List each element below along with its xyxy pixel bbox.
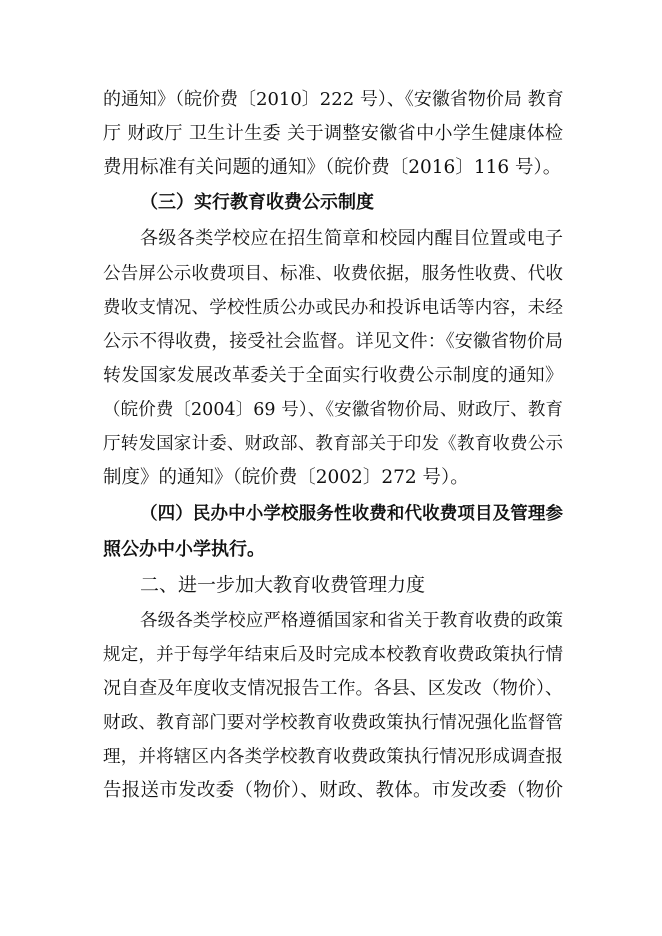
body-text-line: 费用标准有关问题的通知》（皖价费〔2016〕116 号）。	[103, 157, 562, 178]
section-heading-4-continued: 照公办中小学执行。	[103, 539, 265, 560]
body-text-line: 公告屏公示收费项目、标准、收费依据，服务性收费、代收	[103, 264, 563, 284]
body-text-line: 告报送市发改委（物价）、财政、教体。市发改委（物价	[103, 780, 563, 801]
section-heading-2: 二、进一步加大教育收费管理力度	[140, 574, 426, 596]
body-text-line: 况自查及年度收支情况报告工作。各县、区发改（物价）、	[103, 678, 563, 699]
body-text-line: 的通知》（皖价费〔2010〕222 号）、《安徽省物价局 教育	[103, 89, 564, 110]
body-text-line: 厅 财政厅 卫生计生委 关于调整安徽省中小学生健康体检	[103, 123, 563, 144]
section-heading-3: （三）实行教育收费公示制度	[140, 192, 374, 213]
body-text-line: 各级各类学校应严格遵循国家和省关于教育收费的政策	[140, 611, 563, 631]
body-text-line: 规定，并于每学年结束后及时完成本校教育收费政策执行情	[103, 645, 563, 665]
body-text-line: 转发国家发展改革委关于全面实行收费公示制度的通知》	[103, 365, 563, 386]
body-text-line: 制度》的通知》（皖价费〔2002〕272 号）。	[103, 467, 469, 488]
body-text-line: 厅转发国家计委、财政部、教育部关于印发《教育收费公示	[103, 434, 563, 454]
body-text-line: 财政、教育部门要对学校教育收费政策执行情况强化监督管	[103, 713, 563, 733]
body-text-line: （皖价费〔2004〕69 号）、《安徽省物价局、财政厅、教育	[103, 400, 563, 420]
body-text-line: 公示不得收费，接受社会监督。详见文件：《安徽省物价局	[103, 331, 563, 352]
body-text-line: 各级各类学校应在招生简章和校园内醒目位置或电子	[140, 228, 563, 249]
body-text-line: 费收支情况、学校性质公办或民办和投诉电话等内容，未经	[103, 298, 563, 318]
section-heading-4: （四）民办中小学校服务性收费和代收费项目及管理参	[140, 504, 563, 524]
body-text-line: 理，并将辖区内各类学校教育收费政策执行情况形成调查报	[103, 747, 563, 767]
